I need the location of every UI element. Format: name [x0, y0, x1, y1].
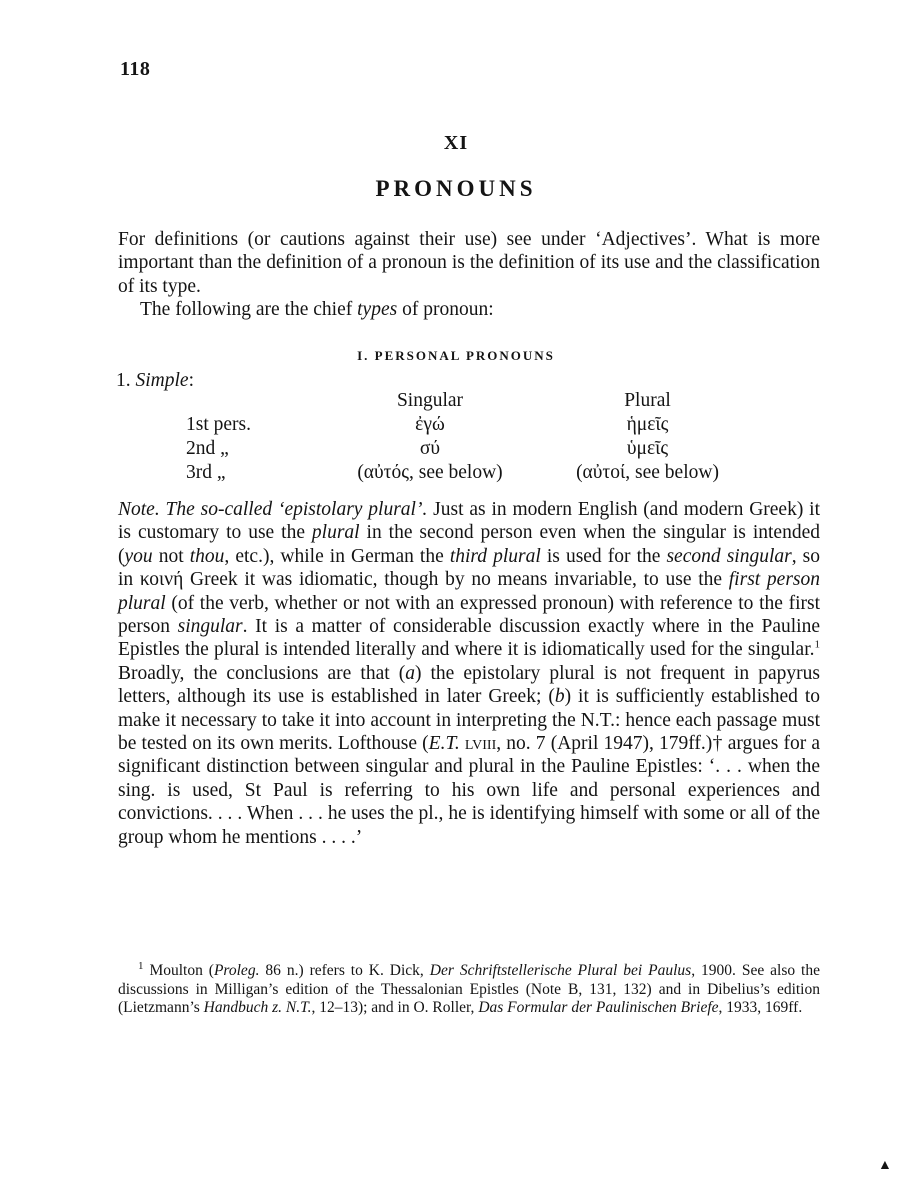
intro-paragraph: For definitions (or cautions against their use) see under ‘Adjectives’. What is more important than the definition of a pronoun is the definition of its use and the classification of its type. [118, 229, 820, 297]
note-text: , so in κοινή Greek it was idiomatic, though by no means invariable, to use the [118, 545, 821, 591]
row-singular: ἐγώ [415, 414, 445, 435]
note-text: , etc.), while in German the [224, 545, 450, 567]
note-emphasis: E.T. [428, 733, 460, 755]
note-emphasis: thou [189, 545, 225, 567]
footnote-title: Handbuch z. N.T. [203, 999, 312, 1016]
footnote [118, 959, 820, 1018]
types-text-c: of pronoun: [397, 299, 494, 320]
page-number: 118 [120, 58, 151, 80]
chapter-number: XI [443, 132, 469, 154]
volume-number: lviii [464, 733, 497, 755]
subsection-title: Simple [135, 370, 189, 391]
note-text: (of the verb, whether or not with an expressed pronoun) with reference to the first person [118, 592, 820, 638]
section-heading: I. PERSONAL PRONOUNS [357, 348, 555, 363]
note-emphasis: singular [177, 616, 243, 638]
note-label: Note. [118, 499, 160, 520]
note-emphasis: third plural [449, 545, 541, 567]
footnote-title: Das Formular der Paulinischen Briefe [478, 999, 719, 1016]
footnote-text: 86 n.) refers to K. Dick, [259, 962, 430, 979]
note-text: Broadly, the conclusions are that ( [118, 662, 406, 684]
note-emphasis: plural [311, 522, 360, 544]
note-emphasis: second singular [666, 545, 792, 567]
note-text: in the second person even when the singular is intended ( [118, 522, 820, 567]
header-plural: Plural [624, 390, 671, 411]
footnote-ref: 1 [814, 638, 820, 651]
note-heading: The so-called ‘epistolary plural’. [159, 499, 428, 520]
footnote-text: , 1900. See also the discussions in Milligan’s edition of the Thessalonian Epistles (Note B, 131, 132) and in Dibelius’s edition (Lietzmann’s [118, 962, 820, 1016]
corner-arrow-icon: ▲ [878, 1158, 892, 1173]
footnote-title: Der Schriftstellerische Plural bei Paulus [429, 962, 692, 979]
note-text: Just as in modern English (and modern Greek) it is customary to use the [118, 499, 820, 544]
types-paragraph [118, 298, 820, 321]
row-person: 1st pers. [186, 414, 251, 435]
note-text: not [152, 545, 190, 567]
note-emphasis: a [405, 662, 415, 684]
table-header-row [0, 390, 912, 414]
note-text: . It is a matter of considerable discussion exactly where in the Pauline Epistles the plural is intended literally and where it is idiomatically used for the singular. [118, 616, 820, 661]
note-emphasis: first person plural [118, 569, 820, 614]
note-text: is used for the [540, 545, 667, 567]
subsection-number: 1. [116, 370, 136, 391]
footnote-marker: 1 [138, 959, 144, 972]
note-emphasis: you [124, 545, 153, 567]
note-text: ) it is sufficiently established to make it necessary to take it into account in interpreting the N.T.: hence each passage must be tested on its own merits. Lofthouse ( [118, 686, 821, 755]
row-singular: (αὐτός, see below) [357, 462, 503, 483]
subsection-colon: : [188, 370, 194, 391]
footnote-text: , 1933, 169ff. [718, 999, 803, 1016]
row-person: 2nd „ [186, 438, 229, 459]
header-singular: Singular [396, 390, 464, 411]
table-row [0, 462, 912, 486]
row-person: 3rd „ [186, 462, 226, 483]
note-emphasis: b [554, 686, 565, 708]
footnote-title: Proleg. [213, 962, 260, 979]
footnote-text: Moulton ( [143, 962, 214, 979]
note-text: , no. 7 (April 1947), 179ff.)† argues for a significant distinction between singular and plural in the Pauline Epistles: ‘. . . when the sing. is used, St Paul is referring to his own life and personal experiences and convictions. . . . When . . . he uses the pl., he is identifying himself with some or all of the group whom he mentions . . . .’ [118, 733, 820, 848]
footnote-text: , 12–13); and in O. Roller, [311, 999, 479, 1016]
chapter-title: PRONOUNS [375, 176, 537, 201]
table-row [0, 414, 912, 438]
row-plural: ἡμεῖς [626, 414, 669, 435]
types-text-italic: types [357, 299, 398, 320]
note-paragraph [118, 498, 820, 849]
row-plural: (αὐτοί, see below) [576, 462, 719, 483]
note-text: ) the epistolary plural is not frequent in papyrus letters, although its use is established in later Greek; ( [118, 662, 820, 708]
table-row [0, 438, 912, 462]
subsection-label [116, 370, 194, 392]
row-singular: σύ [419, 438, 441, 459]
types-text-a: The following are the chief [140, 299, 358, 320]
row-plural: ὑμεῖς [626, 438, 669, 459]
